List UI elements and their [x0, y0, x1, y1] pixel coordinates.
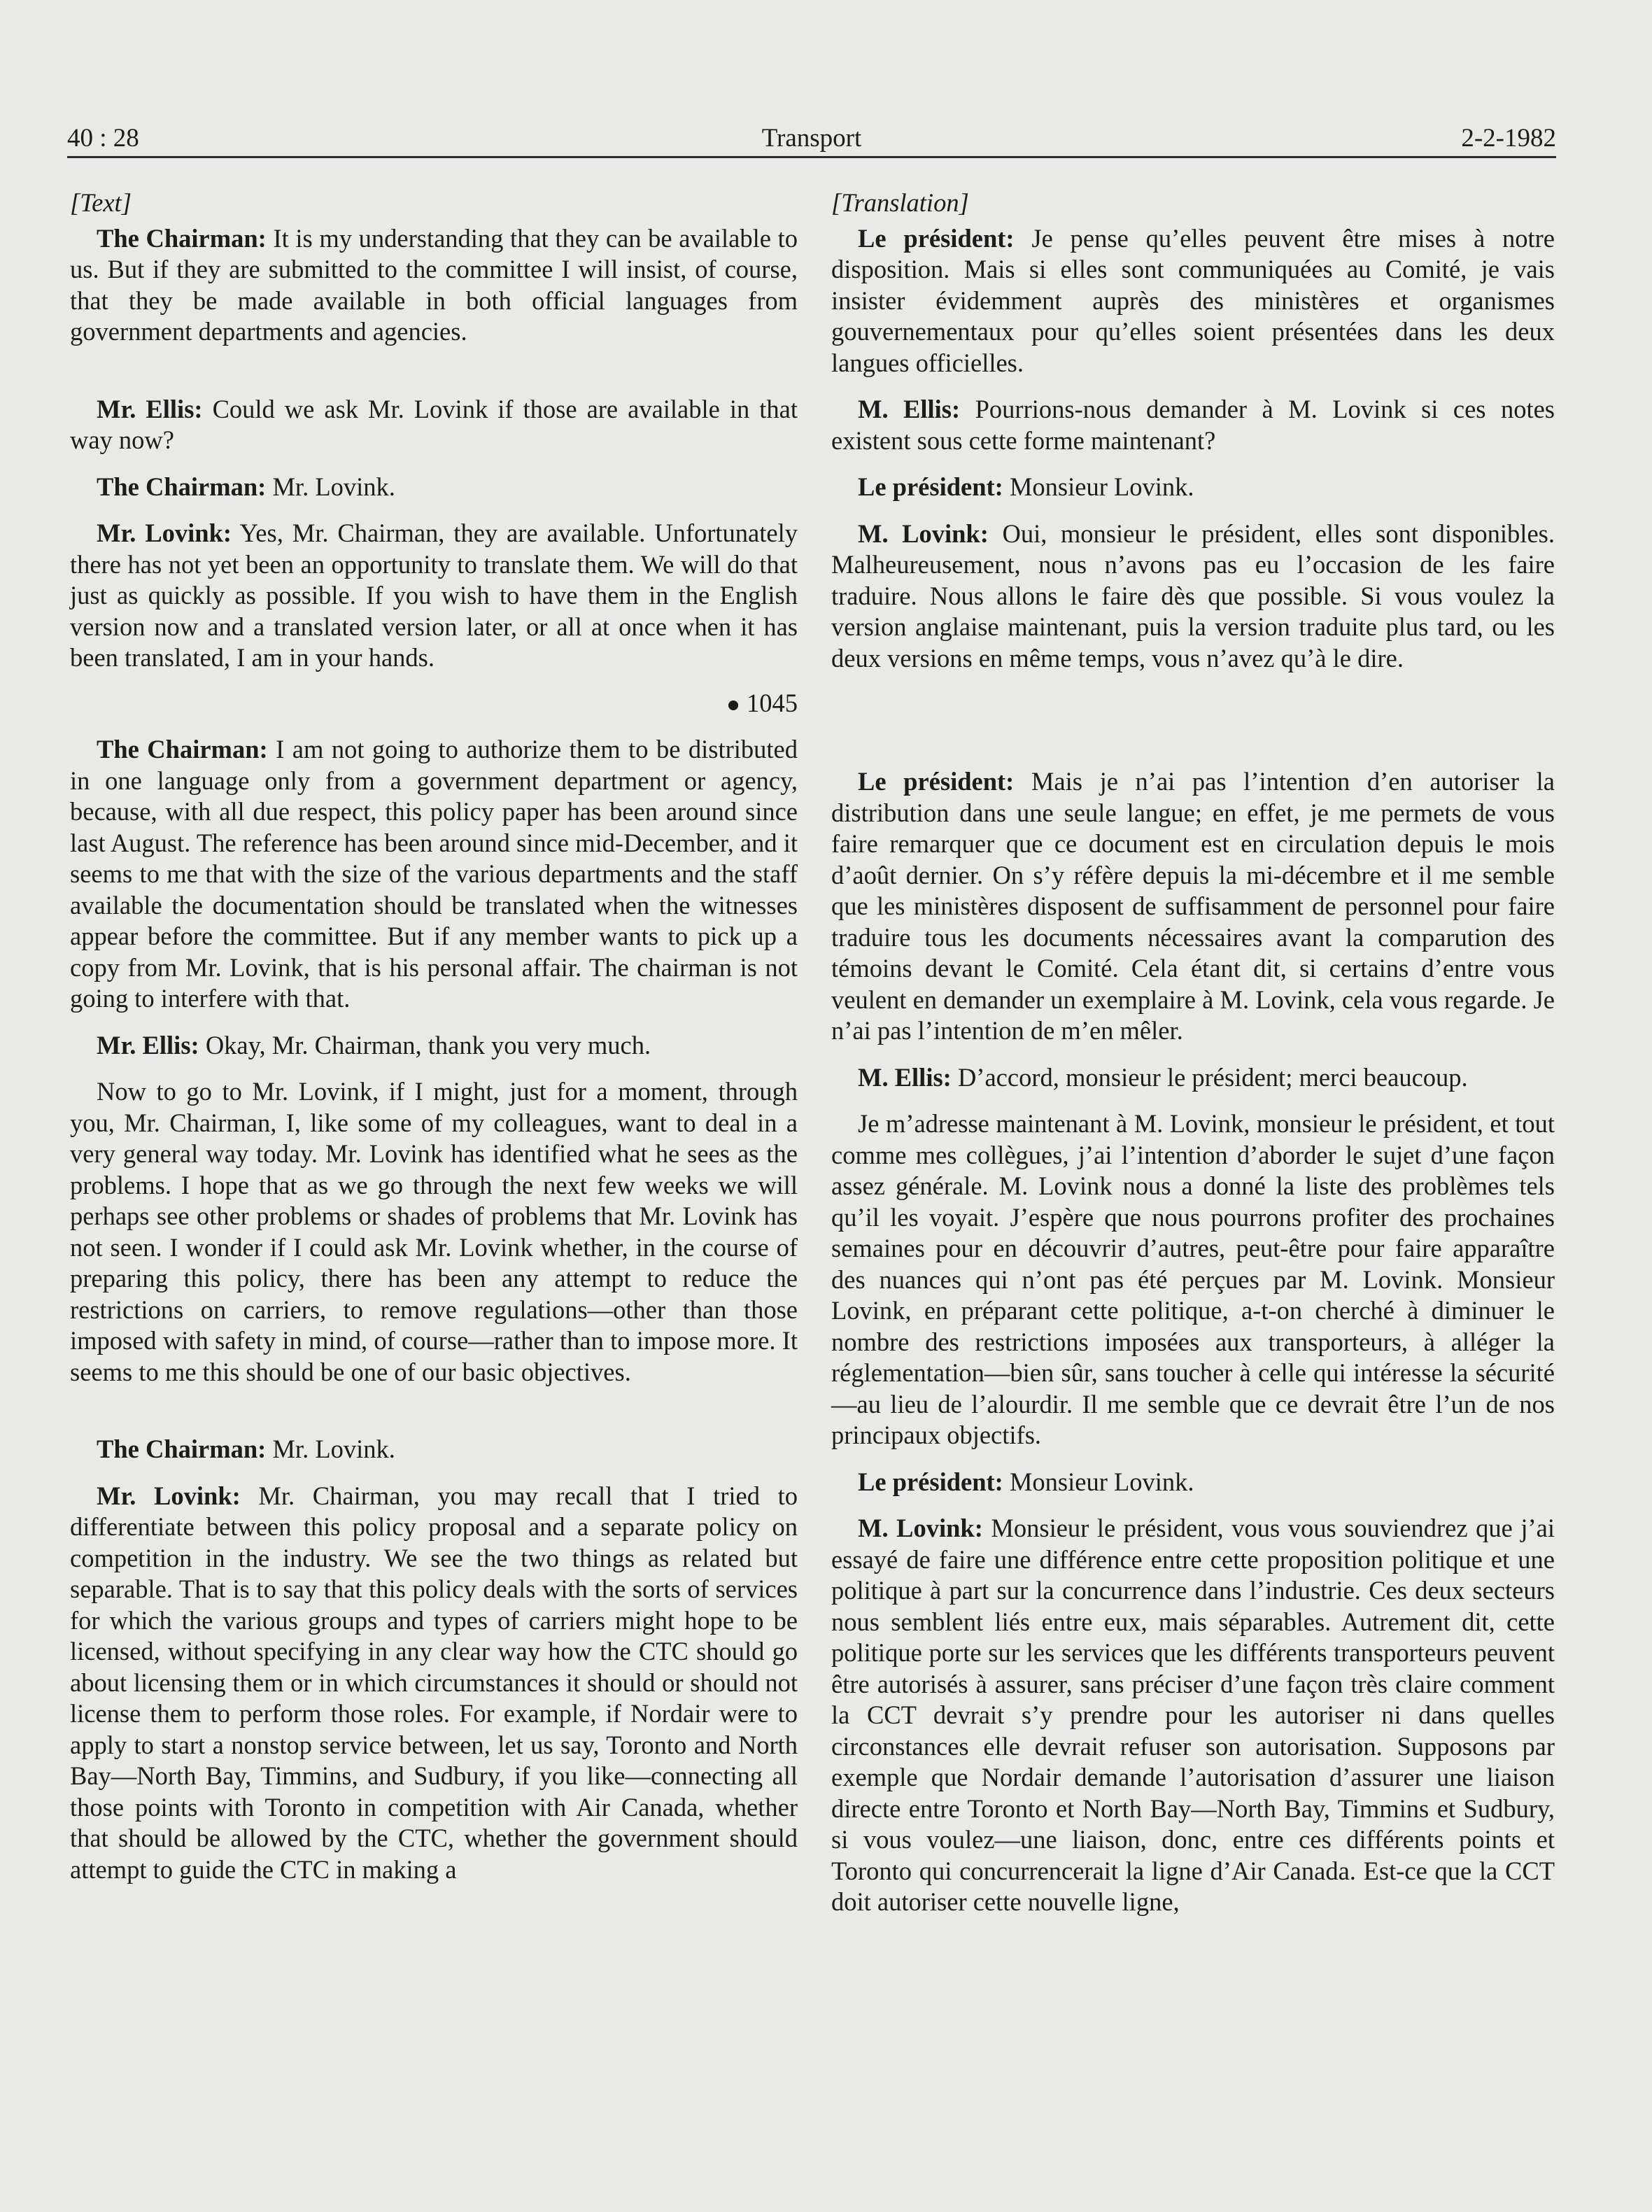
time-marker — [70, 688, 798, 719]
speech-text: Pourrions-nous demander à M. Lovink si ces notes existent sous cette forme maintenant? — [831, 395, 1555, 455]
speech-text: Monsieur le président, vous vous souviendrez que j’ai essayé de faire une différence entre cette proposition politique et une politique à part sur la concurrence dans l’industrie. Ces deux secteurs nous semblent liés entre eux, mais séparables. Autrement dit, cette politique porte sur les services que les différents transporteurs peuvent être autorisés à assurer, sans préciser d’une façon très claire comment la CCT devrait s’y prendre pour les autoriser ni dans quelles circonstances elle devrait refuser son autorisation. Supposons par exemple que Nordair demande l’autorisation d’assurer une liaison directe entre Toronto et North Bay—North Bay, Timmins et Sudbury, si vous voulez—une liaison, donc, entre ces différents points et Toronto qui concurrencerait la ligne d’Air Canada. Est-ce que la CCT doit autoriser cette nouvelle ligne, — [831, 1514, 1555, 1916]
speaker-name: Mr. Ellis: — [97, 1030, 199, 1059]
paragraph — [70, 1434, 798, 1465]
paragraph — [831, 766, 1555, 1047]
speech-text: Monsieur Lovink. — [1003, 1467, 1194, 1496]
speech-text: Je pense qu’elles peuvent être mises à notre disposition. Mais si elles sont communiquées au Comité, je vais insister évidemment auprès des ministères et organismes gouvernementaux pour qu’elles soient présentées dans les deux langues officielles. — [831, 223, 1555, 377]
speech-text: It is my understanding that they can be available to us. But if they are submitted to the committee I will insist, of course, that they be made available in both official languages from government departments and agencies. — [70, 223, 798, 346]
paragraph — [70, 472, 798, 503]
page-header — [67, 119, 1556, 158]
paragraph — [831, 1513, 1555, 1918]
speaker-name: M. Lovink: — [858, 519, 989, 548]
speaker-name: The Chairman: — [97, 735, 268, 763]
speech-text: D’accord, monsieur le président; merci beaucoup. — [951, 1062, 1468, 1092]
paragraph — [70, 518, 798, 674]
paragraph — [831, 519, 1555, 675]
speaker-name: M. Ellis: — [858, 1062, 952, 1092]
speaker-name: Le président: — [858, 223, 1015, 253]
speaker-name: Mr. Lovink: — [97, 519, 232, 547]
speaker-name: Le président: — [858, 472, 1003, 501]
paragraph — [70, 1030, 798, 1062]
paragraph — [831, 1467, 1555, 1498]
speaker-name: The Chairman: — [97, 472, 267, 501]
speech-text: Mr. Chairman, you may recall that I tried to differentiate between this policy proposal and a separate policy on competition in the industry. We see the two things as related but separable. That is to say that this policy deals with the sorts of services for which the various groups and types of carriers might hope to be licensed, without specifying in any clear way how the CTC should go about licensing them or in which circumstances it should or should not license them to perform those roles. For example, if Nordair were to apply to start a nonstop service between, let us say, Toronto and North Bay—North Bay, Timmins, and Sudbury, if you like—connecting all those points with Toronto in competition with Air Canada, whether that should be allowed by the CTC, whether the government should attempt to guide the CTC in making a — [70, 1481, 798, 1884]
bullet-icon — [728, 700, 738, 710]
language-tag: [Text] — [70, 188, 132, 217]
speaker-name: Le président: — [858, 1467, 1003, 1496]
paragraph — [70, 223, 798, 348]
speech-text: Mais je n’ai pas l’intention d’en autoriser la distribution dans une seule langue; en effet, je me permets de vous faire remarquer que ce document est en circulation depuis le mois d’août dernier. On s’y réfère depuis la mi-décembre et il me semble que les ministères disposent de suffisamment de personnel pour faire traduire tous les documents nécessaires avant la comparution des témoins devant le Comité. Cela étant dit, si certains d’entre vous veulent en demander un exemplaire à M. Lovink, cela vous regarde. Je n’ai pas l’intention de m’en mêler. — [831, 767, 1555, 1045]
speaker-name: M. Ellis: — [858, 395, 961, 423]
paragraph — [831, 394, 1555, 456]
paragraph — [831, 1062, 1555, 1094]
paragraph — [831, 472, 1555, 503]
header-rule — [67, 156, 1556, 158]
paragraph — [70, 734, 798, 1015]
english-column — [70, 188, 798, 1885]
speech-text: Oui, monsieur le président, elles sont disponibles. Malheureusement, nous n’avons pas eu l’occasion de les faire traduire. Nous allons le faire dès que possible. Si vous voulez la version anglaise maintenant, puis la version traduite plus tard, ou les deux versions en même temps, vous n’avez qu’à le dire. — [831, 519, 1555, 672]
french-column — [831, 188, 1555, 1918]
speech-text: Okay, Mr. Chairman, thank you very much. — [199, 1030, 651, 1059]
speech-text: Yes, Mr. Chairman, they are available. Unfortunately there has not yet been an opportunity to translate them. We will do that just as quickly as possible. If you wish to have them in the English version now and a translated version later, or all at once when it has been translated, I am in your hands. — [70, 519, 798, 672]
page-title: Transport — [761, 124, 862, 153]
speech-text: I am not going to authorize them to be distributed in one language only from a government department or agency, because, with all due respect, this policy paper has been around since last August. The reference has been around since mid-December, and it seems to me that with the size of the various departments and the staff available the documentation should be translated when the witnesses appear before the committee. But if any member wants to pick up a copy from Mr. Lovink, that is his personal affair. The chairman is not going to interfere with that. — [70, 735, 798, 1013]
speaker-name: M. Lovink: — [858, 1514, 983, 1542]
speaker-name: The Chairman: — [97, 223, 267, 253]
speech-text: Mr. Lovink. — [266, 1435, 395, 1463]
speech-text: Could we ask Mr. Lovink if those are available in that way now? — [70, 394, 798, 454]
page-date: 2-2-1982 — [1461, 124, 1556, 153]
paragraph — [70, 394, 798, 456]
paragraph: Now to go to Mr. Lovink, if I might, just for a moment, through you, Mr. Chairman, I, like some of my colleagues, want to deal in a very general way today. Mr. Lovink has identified what he sees as the problems. I hope that as we go through the next few weeks we will perhaps see other problems or shades of problems that Mr. Lovink has not seen. I wonder if I could ask Mr. Lovink whether, in the course of preparing this policy, there has been any attempt to reduce the restrictions on carriers, to remove regulations—other than those imposed with safety in mind, of course—rather than to impose more. It seems to me this should be one of our basic objectives. — [70, 1077, 798, 1386]
paragraph — [70, 1481, 798, 1886]
speaker-name: Le président: — [858, 767, 1015, 796]
page-reference: 40 : 28 — [67, 124, 139, 153]
language-tag: [Translation] — [831, 188, 969, 217]
paragraph: Je m’adresse maintenant à M. Lovink, monsieur le président, et tout comme mes collègues, j’ai l’intention d’aborder le sujet d’une façon assez générale. M. Lovink nous a donné la liste des problèmes tels qu’il les voyait. J’espère que nous pourrons profiter des prochaines semaines pour en découvrir d’autres, peut-être pour faire apparaître des nuances qui n’ont pas été perçues par M. Lovink. Monsieur Lovink, en préparant cette politique, a-t-on cherché à diminuer le nombre des restrictions imposées aux transporteurs, à alléger la réglementation—bien sûr, sans toucher à celle qui intéresse la sécurité—au lieu de l’alourdir. Il me semble que ce devrait être l’un de nos principaux objectifs. — [831, 1109, 1555, 1449]
speech-text: Mr. Lovink. — [266, 472, 395, 501]
speaker-name: Mr. Ellis: — [97, 394, 203, 423]
speech-text: Monsieur Lovink. — [1003, 472, 1194, 501]
time-marker-text: 1045 — [747, 688, 798, 717]
paragraph — [831, 223, 1555, 379]
speaker-name: The Chairman: — [97, 1435, 267, 1463]
speaker-name: Mr. Lovink: — [97, 1481, 241, 1510]
